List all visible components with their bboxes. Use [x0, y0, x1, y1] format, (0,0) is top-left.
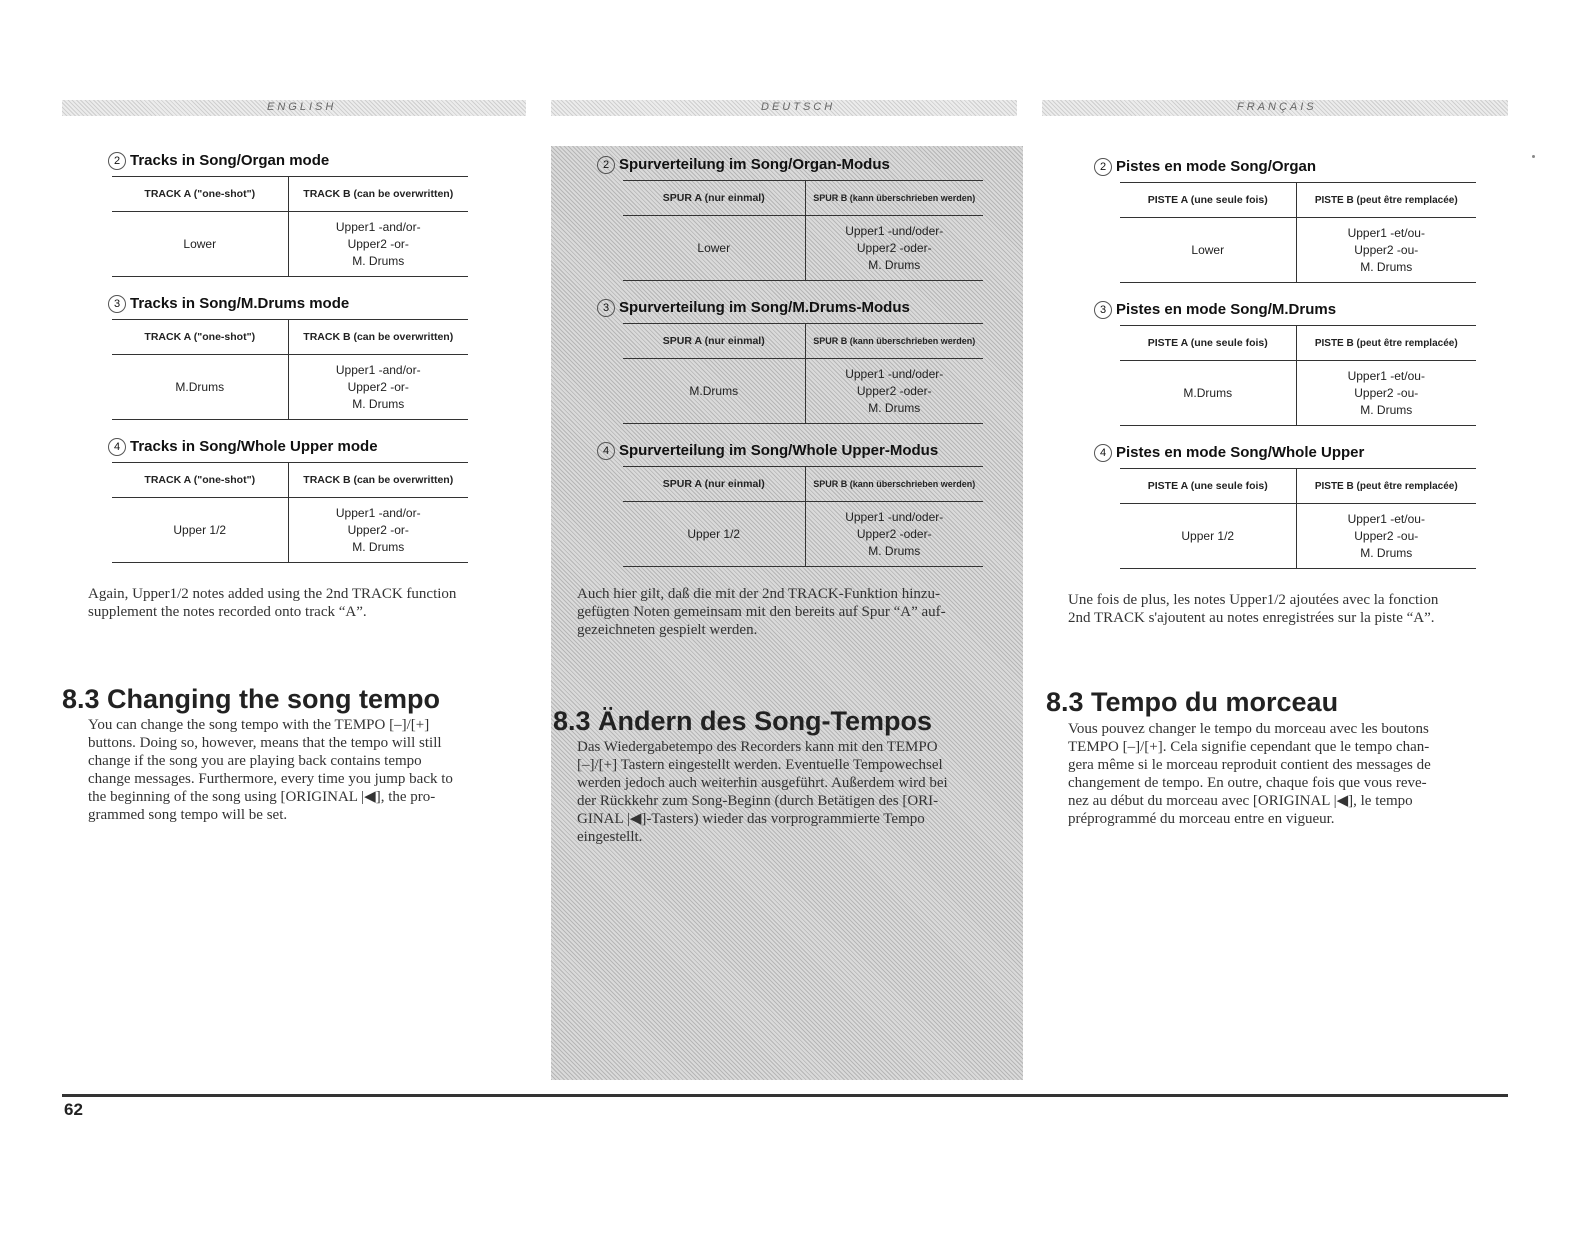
track-a-value: M.Drums — [112, 355, 288, 420]
track-b-values: Upper1 -et/ou- Upper2 -ou- M. Drums — [1296, 218, 1476, 283]
header-label-deutsch: DEUTSCH — [761, 101, 836, 113]
section-de-3 — [577, 442, 1017, 567]
section-heading — [108, 152, 528, 170]
col-header-a: TRACK A ("one-shot") — [112, 177, 288, 212]
header-bar-deutsch — [551, 100, 1017, 116]
section-title: Spurverteilung im Song/Organ-Modus — [619, 156, 890, 173]
section-number: 4 — [108, 438, 126, 456]
col-header-b: SPUR B (kann überschrieben werden) — [805, 324, 983, 359]
track-table — [1120, 468, 1476, 569]
section-title: Tracks in Song/Whole Upper mode — [130, 438, 378, 455]
body-paragraph-deutsch: Das Wiedergabetempo des Recorders kann mit den TEMPO [–]/[+] Tastern eingestellt werden. Eventuelle Tempowechsel werden jedoch auch weiterhin ausgeführt. Außerdem wird bei der Rückkehr zum Song-Beginn (durch Betätigen des [ORI- GINAL |◀]-Tasters) wieder das vorprogrammierte Tempo eingestellt. — [577, 739, 948, 845]
note-paragraph: Auch hier gilt, daß die mit der 2nd TRACK-Funktion hinzu- gefügten Noten gemeinsam mit den bereits auf Spur “A” auf- gezeichneten gespielt werden. — [577, 586, 946, 638]
track-table — [112, 176, 468, 277]
track-table — [1120, 182, 1476, 283]
section-number: 2 — [597, 156, 615, 174]
track-table — [623, 180, 983, 281]
page-number: 62 — [64, 1100, 83, 1119]
col-header-a: PISTE A (une seule fois) — [1120, 326, 1296, 361]
section-heading — [597, 299, 1017, 317]
section-title: Pistes en mode Song/Organ — [1116, 158, 1317, 175]
track-table — [112, 462, 468, 563]
track-a-value: M.Drums — [623, 359, 805, 424]
section-heading-title: 8.3 Tempo du morceau — [1046, 687, 1339, 717]
track-table — [112, 319, 468, 420]
section-heading-title: 8.3 Ändern des Song-Tempos — [553, 706, 933, 736]
header-bar-francais — [1042, 100, 1508, 116]
note-paragraph: Une fois de plus, les notes Upper1/2 ajoutées avec la fonction 2nd TRACK s'ajoutent au notes enregistrées sur la piste “A”. — [1068, 592, 1439, 626]
col-header-b: PISTE B (peut être remplacée) — [1296, 326, 1476, 361]
track-b-values: Upper1 -und/oder- Upper2 -oder- M. Drums — [805, 359, 983, 424]
section-title: Pistes en mode Song/Whole Upper — [1116, 444, 1365, 461]
section-heading — [1094, 158, 1508, 176]
section-heading — [597, 442, 1017, 460]
col-header-a: SPUR A (nur einmal) — [623, 324, 805, 359]
section-number: 3 — [1094, 301, 1112, 319]
section-de-2 — [577, 299, 1017, 424]
track-a-value: Upper 1/2 — [1120, 504, 1296, 569]
col-header-b: TRACK B (can be overwritten) — [288, 320, 468, 355]
section-fr-1 — [1068, 158, 1508, 283]
note-paragraph: Again, Upper1/2 notes added using the 2nd TRACK function supplement the notes recorded onto track “A”. — [88, 586, 457, 620]
section-fr-3 — [1068, 444, 1508, 569]
section-heading — [597, 156, 1017, 174]
section-heading — [108, 295, 528, 313]
col-header-a: SPUR A (nur einmal) — [623, 181, 805, 216]
column-deutsch — [577, 156, 1017, 639]
heading-8-3-deutsch — [553, 705, 932, 737]
section-title: Tracks in Song/M.Drums mode — [130, 295, 350, 312]
section-heading — [1094, 301, 1508, 319]
track-b-values: Upper1 -et/ou- Upper2 -ou- M. Drums — [1296, 361, 1476, 426]
col-header-a: PISTE A (une seule fois) — [1120, 469, 1296, 504]
header-label-francais: FRANÇAIS — [1237, 101, 1317, 113]
track-a-value: Lower — [112, 212, 288, 277]
col-header-b: SPUR B (kann überschrieben werden) — [805, 181, 983, 216]
section-number: 3 — [597, 299, 615, 317]
section-fr-2 — [1068, 301, 1508, 426]
col-header-b: SPUR B (kann überschrieben werden) — [805, 467, 983, 502]
section-title: Spurverteilung im Song/M.Drums-Modus — [619, 299, 910, 316]
track-a-value: Upper 1/2 — [112, 498, 288, 563]
track-a-value: Upper 1/2 — [623, 502, 805, 567]
header-bar-english — [62, 100, 526, 116]
section-title: Tracks in Song/Organ mode — [130, 152, 330, 169]
section-number: 4 — [1094, 444, 1112, 462]
track-table — [623, 466, 983, 567]
track-a-value: Lower — [1120, 218, 1296, 283]
track-b-values: Upper1 -and/or- Upper2 -or- M. Drums — [288, 498, 468, 563]
body-paragraph-francais: Vous pouvez changer le tempo du morceau avec les boutons TEMPO [–]/[+]. Cela signifie cependant que le tempo chan- gera même si le morceau reproduit contient des messages de changement de tempo. En outre, chaque fois que vous reve- nez au début du morceau avec [ORIGINAL |◀], le tempo préprogrammé du morceau entre en vigueur. — [1068, 721, 1431, 827]
track-b-values: Upper1 -and/or- Upper2 -or- M. Drums — [288, 212, 468, 277]
body-paragraph-english: You can change the song tempo with the TEMPO [–]/[+] buttons. Doing so, however, means that the tempo will still change if the song you are playing back contains tempo change messages. Furthermore, every time you jump back to the beginning of the song using [ORIGINAL |◀], the pro- grammed song tempo will be set. — [88, 717, 453, 823]
section-title: Pistes en mode Song/M.Drums — [1116, 301, 1337, 318]
track-b-values: Upper1 -and/or- Upper2 -or- M. Drums — [288, 355, 468, 420]
section-heading — [108, 438, 528, 456]
section-heading-title: 8.3 Changing the song tempo — [62, 684, 441, 714]
track-b-values: Upper1 -und/oder- Upper2 -oder- M. Drums — [805, 502, 983, 567]
col-header-b: TRACK B (can be overwritten) — [288, 463, 468, 498]
column-english — [88, 152, 528, 621]
track-b-values: Upper1 -et/ou- Upper2 -ou- M. Drums — [1296, 504, 1476, 569]
col-header-b: TRACK B (can be overwritten) — [288, 177, 468, 212]
section-heading — [1094, 444, 1508, 462]
section-number: 2 — [108, 152, 126, 170]
section-number: 3 — [108, 295, 126, 313]
header-label-english: ENGLISH — [267, 101, 337, 113]
col-header-b: PISTE B (peut être remplacée) — [1296, 469, 1476, 504]
section-de-1 — [577, 156, 1017, 281]
section-en-2 — [88, 295, 528, 420]
section-title: Spurverteilung im Song/Whole Upper-Modus — [619, 442, 939, 459]
section-number: 2 — [1094, 158, 1112, 176]
col-header-b: PISTE B (peut être remplacée) — [1296, 183, 1476, 218]
edge-mark — [1532, 155, 1535, 158]
section-number: 4 — [597, 442, 615, 460]
footer-rule — [62, 1094, 1508, 1097]
track-a-value: Lower — [623, 216, 805, 281]
col-header-a: TRACK A ("one-shot") — [112, 320, 288, 355]
section-en-3 — [88, 438, 528, 563]
track-b-values: Upper1 -und/oder- Upper2 -oder- M. Drums — [805, 216, 983, 281]
col-header-a: SPUR A (nur einmal) — [623, 467, 805, 502]
heading-8-3-english — [62, 683, 440, 715]
track-a-value: M.Drums — [1120, 361, 1296, 426]
track-table — [623, 323, 983, 424]
heading-8-3-francais — [1046, 686, 1338, 718]
col-header-a: PISTE A (une seule fois) — [1120, 183, 1296, 218]
track-table — [1120, 325, 1476, 426]
section-en-1 — [88, 152, 528, 277]
column-francais — [1068, 158, 1508, 627]
col-header-a: TRACK A ("one-shot") — [112, 463, 288, 498]
